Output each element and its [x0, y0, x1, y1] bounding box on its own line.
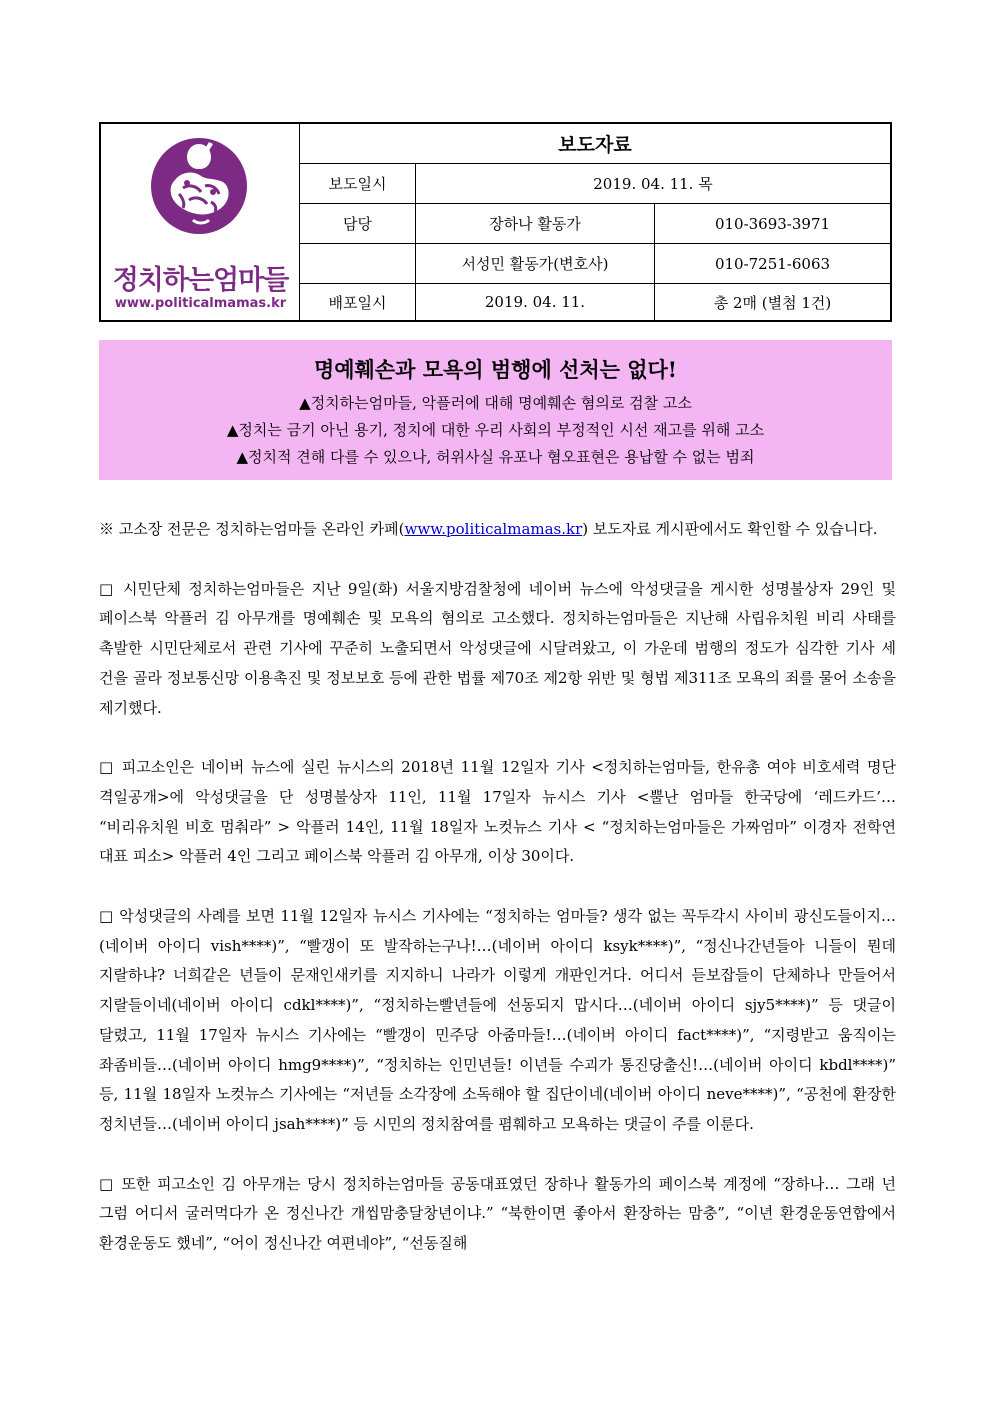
contact-name: 장하나 활동가 — [416, 204, 655, 243]
note-paragraph — [99, 515, 896, 545]
paragraph-1: □ 시민단체 정치하는엄마들은 지난 9일(화) 서울지방검찰청에 네이버 뉴스에 악성댓글을 게시한 성명불상자 29인 및 페이스북 악플러 김 아무개를 명예훼손 및 모욕의 혐의로 고소했다. 정치하는엄마들은 지난해 사립유치원 비리 사태를 촉발한 시민단체로서 관련 기사에 꾸준히 노출되면서 악성댓글에 시달려왔고, 이 가운데 범행의 정도가 심각한 기사 세 건을 골라 정보통신망 이용촉진 및 정보보호 등에 관한 법률 제70조 제2항 위반 및 형법 제311조 모욕의 죄를 물어 소송을 제기했다. — [99, 579, 896, 717]
press-info-table — [99, 122, 892, 322]
organization-logo-icon — [149, 136, 249, 236]
release-date-label: 보도일시 — [300, 164, 416, 203]
title-row — [300, 124, 890, 164]
contact-row — [300, 204, 890, 244]
logo-url: www.politicalmamas.kr — [114, 296, 287, 311]
paragraph-2: □ 피고소인은 네이버 뉴스에 실린 뉴시스의 2018년 11월 12일자 기사 <정치하는엄마들, 한유총 여야 비호세력 명단 격일공개>에 악성댓글을 단 성명불상자 11인, 11월 17일자 뉴시스 기사 <뿔난 엄마들 한국당에 ‘레드카드’… “비리유치원 비호 멈춰라” > 악플러 14인, 11월 18일자 노컷뉴스 기사 < “정치하는엄마들은 가짜엄마” 이경자 전학연 대표 피소> 악플러 4인 그리고 페이스북 악플러 김 아무개, 이상 30이다. — [99, 758, 896, 866]
logo-name: 정치하는엄마들 — [112, 265, 289, 296]
distribution-date: 2019. 04. 11. — [416, 284, 655, 320]
headline-sub-2: ▲정치는 금기 아닌 용기, 정치에 대한 우리 사회의 부정적인 시선 재고를 위해 고소 — [226, 421, 765, 439]
cafe-link[interactable]: www.politicalmamas.kr — [404, 520, 583, 538]
headline-sub-3: ▲정치적 견해 다를 수 있으나, 허위사실 유포나 혐오표현은 용납할 수 없는 범죄 — [236, 448, 755, 466]
note-text-after: ) 보도자료 게시판에서도 확인할 수 있습니다. — [582, 520, 878, 538]
page-count: 총 2매 (별첨 1건) — [713, 293, 832, 312]
article-body — [99, 515, 896, 1289]
headline-sub-1: ▲정치하는엄마들, 악플러에 대해 명예훼손 혐의로 검찰 고소 — [299, 394, 692, 412]
note-text-before: ※ 고소장 전문은 정치하는엄마들 온라인 카페( — [99, 520, 405, 538]
release-date-row — [300, 164, 890, 204]
press-info-grid — [300, 124, 890, 320]
contact-row-2 — [300, 244, 890, 284]
paragraph-3: □ 악성댓글의 사례를 보면 11월 12일자 뉴시스 기사에는 “정치하는 엄마들? 생각 없는 꼭두각시 사이비 광신도들이지…(네이버 아이디 vish****)”, “빨갱이 또 발작하는구나!…(네이버 아이디 ksyk****)”, “정신나간년들아 니들이 뭔데 지랄하냐? 너희같은 년들이 문재인새키를 지지하니 나라가 이렇게 개판인거다. 어디서 듣보잡들이 단체하나 만들어서 지랄들이네(네이버 아이디 cdkl****)”, “정치하는빨년들에 선동되지 맙시다…(네이버 아이디 sjy5****)” 등 댓글이 달렸고, 11월 17일자 뉴시스 기사에는 “빨갱이 민주당 아줌마들!…(네이버 아이디 fact****)”, “지령받고 움직이는 좌좀비들…(네이버 아이디 hmg9****)”, “정치하는 인민년들! 이년들 수괴가 통진당출신!…(네이버 아이디 kbdl****)” 등, 11월 18일자 노컷뉴스 기사에는 “저년들 소각장에 소독해야 할 집단이네(네이버 아이디 neve****)”, “공천에 환장한 정치년들…(네이버 아이디 jsah****)” 등 시민의 정치참여를 폄훼하고 모욕하는 댓글이 주를 이룬다. — [99, 907, 896, 1133]
contact-phone-2: 010-7251-6063 — [714, 254, 831, 273]
release-date-value: 2019. 04. 11. 목 — [593, 175, 713, 193]
contact-phone: 010-3693-3971 — [714, 214, 831, 233]
contact-name-2: 서성민 활동가(변호사) — [416, 244, 655, 283]
distribution-row — [300, 284, 890, 320]
contact-label: 담당 — [300, 204, 416, 243]
headline-title: 명예훼손과 모욕의 범행에 선처는 없다! — [313, 357, 678, 382]
contact-label-2 — [300, 244, 416, 283]
press-title: 보도자료 — [558, 134, 632, 156]
logo-cell — [101, 124, 300, 320]
distribution-label: 배포일시 — [300, 284, 416, 320]
paragraph-4: □ 또한 피고소인 김 아무개는 당시 정치하는엄마들 공동대표였던 장하나 활동가의 페이스북 계정에 “장하나… 그래 넌 그럼 어디서 굴러먹다가 온 정신나간 개씹맘충달창년이냐.” “북한이면 좋아서 환장하는 맘충”, “이년 환경운동연합에서 환경운동도 했네”, “어이 정신나간 여편네야”, “선동질해 — [99, 1174, 896, 1253]
headline-box — [99, 340, 892, 480]
